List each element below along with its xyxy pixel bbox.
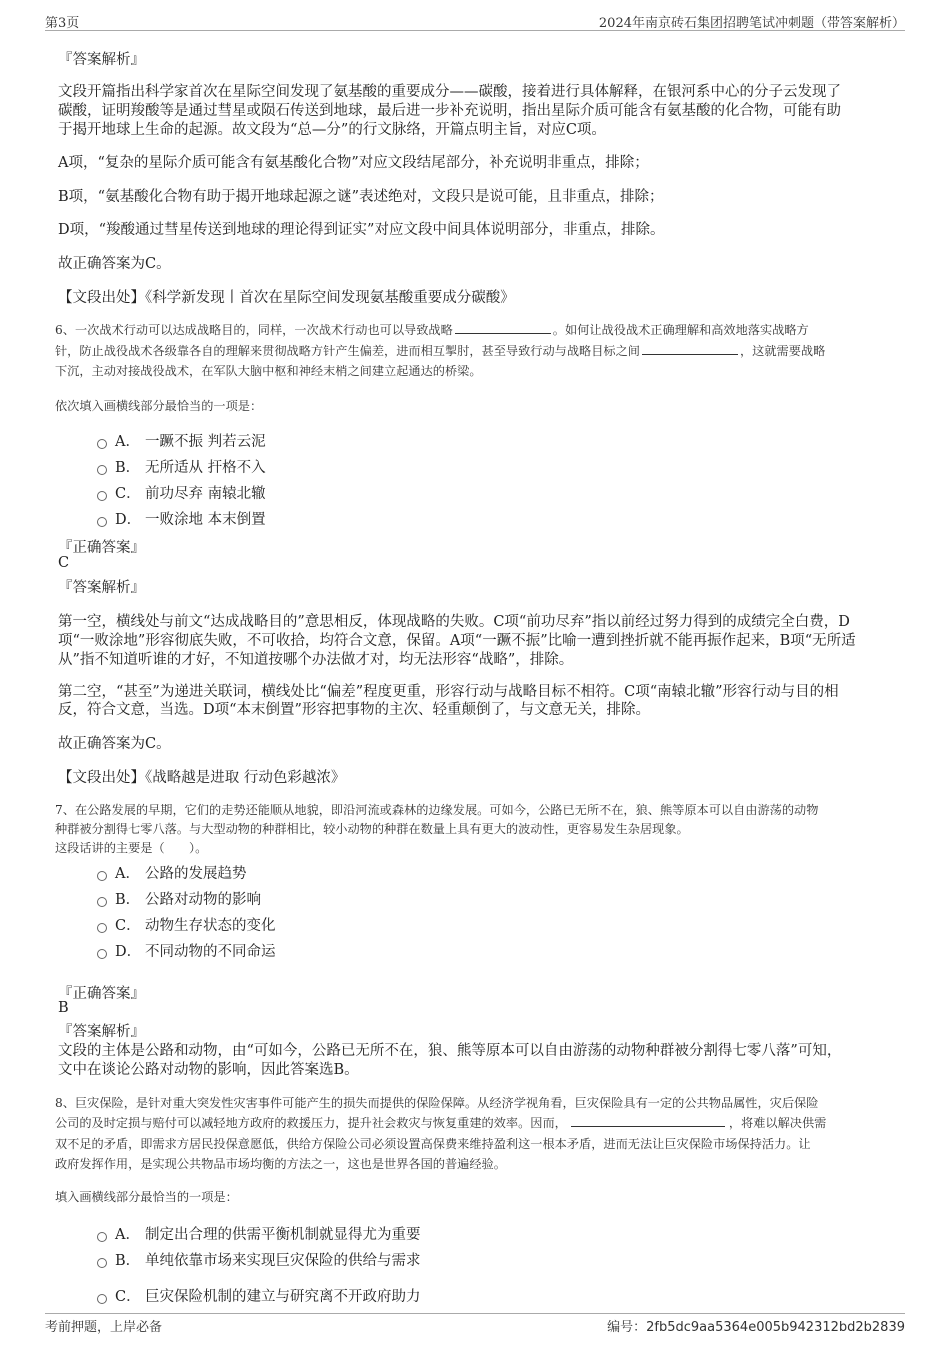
q6-option-d[interactable]: D． 一败涂地 本末倒置 xyxy=(97,508,266,529)
radio-icon[interactable] xyxy=(97,465,107,475)
radio-icon[interactable] xyxy=(97,491,107,501)
q6-option-a[interactable]: A． 一蹶不振 判若云泥 xyxy=(97,430,266,451)
radio-icon[interactable] xyxy=(97,1232,107,1242)
q6-analysis-line: 从”指不知道听谁的才好，不知道按哪个办法做才对，均无法形容“战略”，排除。 xyxy=(58,652,574,668)
q5-analysis-line: D项，“羧酸通过彗星传送到地球的理论得到证实”对应文段中间具体说明部分，非重点，排除。 xyxy=(58,222,665,238)
q7-option-a[interactable]: A． 公路的发展趋势 xyxy=(97,862,247,883)
q6-option-b[interactable]: B． 无所适从 扞格不入 xyxy=(97,456,266,477)
q7-correct-label: 『正确答案』 xyxy=(58,986,145,1002)
q5-source: 【文段出处】《科学新发现丨首次在星际空间发现氨基酸重要成分碳酸》 xyxy=(58,290,515,306)
q5-conclusion: 故正确答案为C。 xyxy=(58,256,171,272)
q7-option-b[interactable]: B． 公路对动物的影响 xyxy=(97,888,261,909)
q6-analysis-label: 『答案解析』 xyxy=(58,580,145,596)
q7-option-c[interactable]: C． 动物生存状态的变化 xyxy=(97,914,276,935)
q6-source: 【文段出处】《战略越是进取 行动色彩越浓》 xyxy=(58,770,346,786)
radio-icon[interactable] xyxy=(97,949,107,959)
q5-analysis-line: 碳酸，证明羧酸等是通过彗星或陨石传送到地球，最后进一步补充说明，指出星际介质可能含有氨基酸的化合物，可能有助 xyxy=(58,103,841,119)
radio-icon[interactable] xyxy=(97,517,107,527)
radio-icon[interactable] xyxy=(97,897,107,907)
q7-option-d[interactable]: D． 不同动物的不同命运 xyxy=(97,940,276,961)
q7-stem-line: 7、在公路发展的早期，它们的走势还能顺从地貌，即沿河流或森林的边缘发展。可如今，公路已无所不在，狼、熊等原本可以自由游荡的动物 xyxy=(55,803,819,817)
radio-icon[interactable] xyxy=(97,871,107,881)
q6-analysis-line: 第二空，“甚至”为递进关联词，横线处比“偏差”程度更重，形容行动与战略目标不相符。C项“南辕北辙”形容行动与目的相 xyxy=(58,684,839,700)
q8-prompt: 填入画横线部分最恰当的一项是： xyxy=(55,1190,238,1204)
q7-stem-line: 这段话讲的主要是（ ）。 xyxy=(55,841,208,855)
q7-analysis-label: 『答案解析』 xyxy=(58,1024,145,1040)
q5-analysis-line: 于揭开地球上生命的起源。故文段为“总—分”的行文脉络，开篇点明主旨，对应C项。 xyxy=(58,122,606,138)
radio-icon[interactable] xyxy=(97,1258,107,1268)
q6-correct-label: 『正确答案』 xyxy=(58,540,145,556)
answer-blank xyxy=(642,342,738,355)
q6-prompt: 依次填入画横线部分最恰当的一项是： xyxy=(55,399,263,413)
answer-blank xyxy=(455,321,551,334)
q8-stem-line: 8、巨灾保险，是针对重大突发性灾害事件可能产生的损失而提供的保险保障。从经济学视角看，巨灾保险具有一定的公共物品属性，灾后保险 xyxy=(55,1096,819,1110)
q6-stem-line: 6、一次战术行动可以达成战略目的，同样，一次战术行动也可以导致战略 。如何让战役战术正确理解和高效地落实战略方 xyxy=(55,323,809,337)
q6-conclusion: 故正确答案为C。 xyxy=(58,736,171,752)
q7-correct-answer: B xyxy=(58,1000,69,1016)
q7-analysis-line: 文中在谈论公路对动物的影响，因此答案选B。 xyxy=(58,1062,359,1078)
q5-analysis-line: A项，“复杂的星际介质可能含有氨基酸化合物”对应文段结尾部分，补充说明非重点，排除； xyxy=(58,155,649,171)
q7-analysis-line: 文段的主体是公路和动物，由“可如今，公路已无所不在，狼、熊等原本可以自由游荡的动物种群被分割得七零八落”可知， xyxy=(58,1043,842,1059)
document-code: 编号：2fb5dc9aa5364e005b942312bd2b2839 xyxy=(607,1320,905,1335)
radio-icon[interactable] xyxy=(97,439,107,449)
q6-stem-line: 下沉，主动对接战役战术，在军队大脑中枢和神经末梢之间建立起通达的桥梁。 xyxy=(55,364,482,378)
q8-stem-line: 政府发挥作用，是实现公共物品市场均衡的方法之一，这也是世界各国的普遍经验。 xyxy=(55,1157,506,1171)
radio-icon[interactable] xyxy=(97,1294,107,1304)
page-number: 第3页 xyxy=(45,16,80,31)
q6-correct-answer: C xyxy=(58,555,70,571)
q8-stem-line: 公司的及时定损与赔付可以减轻地方政府的救援压力，提升社会救灾与恢复重建的效率。因而， ，将难以解决供需 xyxy=(55,1116,827,1130)
page-header xyxy=(45,10,905,31)
q7-stem-line: 种群被分割得七零八落。与大型动物的种群相比，较小动物的种群在数量上具有更大的波动性，更容易发生杂居现象。 xyxy=(55,822,689,836)
q6-stem-line: 针，防止战役战术各级靠各自的理解来贯彻战略方针产生偏差，进而相互掣肘，甚至导致行动与战略目标之间 ，这就需要战略 xyxy=(55,344,826,358)
q8-option-b[interactable]: B． 单纯依靠市场来实现巨灾保险的供给与需求 xyxy=(97,1249,421,1270)
q6-analysis-line: 反，符合文意，当选。D项“本末倒置”形容把事物的主次、轻重颠倒了，与文意无关，排除。 xyxy=(58,702,650,718)
q5-analysis-line: B项，“氨基酸化合物有助于揭开地球起源之谜”表述绝对，文段只是说可能，且非重点，排除； xyxy=(58,189,664,205)
q8-stem-line: 双不足的矛盾，即需求方居民投保意愿低，供给方保险公司必须设置高保费来维持盈利这一根本矛盾，进而无法让巨灾保险市场保持活力。让 xyxy=(55,1137,811,1151)
document-title: 2024年南京砖石集团招聘笔试冲刺题（带答案解析） xyxy=(598,16,905,31)
q8-option-c[interactable]: C． 巨灾保险机制的建立与研究离不开政府助力 xyxy=(97,1285,421,1306)
q8-option-a[interactable]: A． 制定出合理的供需平衡机制就显得尤为重要 xyxy=(97,1223,421,1244)
q5-analysis-label: 『答案解析』 xyxy=(58,52,145,68)
radio-icon[interactable] xyxy=(97,923,107,933)
footer-slogan: 考前押题，上岸必备 xyxy=(45,1320,163,1335)
q5-analysis-line: 文段开篇指出科学家首次在星际空间发现了氨基酸的重要成分——碳酸，接着进行具体解释，在银河系中心的分子云发现了 xyxy=(58,84,841,100)
q6-analysis-line: 项“一败涂地”形容彻底失败，不可收拾，均符合文意，保留。A项“一蹶不振”比喻一遭到挫折就不能再振作起来，B项“无所适 xyxy=(58,633,856,649)
q6-analysis-line: 第一空，横线处与前文“达成战略目的”意思相反，体现战略的失败。C项“前功尽弃”指以前经过努力得到的成绩完全白费，D xyxy=(58,614,850,630)
answer-blank xyxy=(571,1114,725,1127)
q6-option-c[interactable]: C． 前功尽弃 南辕北辙 xyxy=(97,482,266,503)
page-footer xyxy=(45,1313,905,1336)
